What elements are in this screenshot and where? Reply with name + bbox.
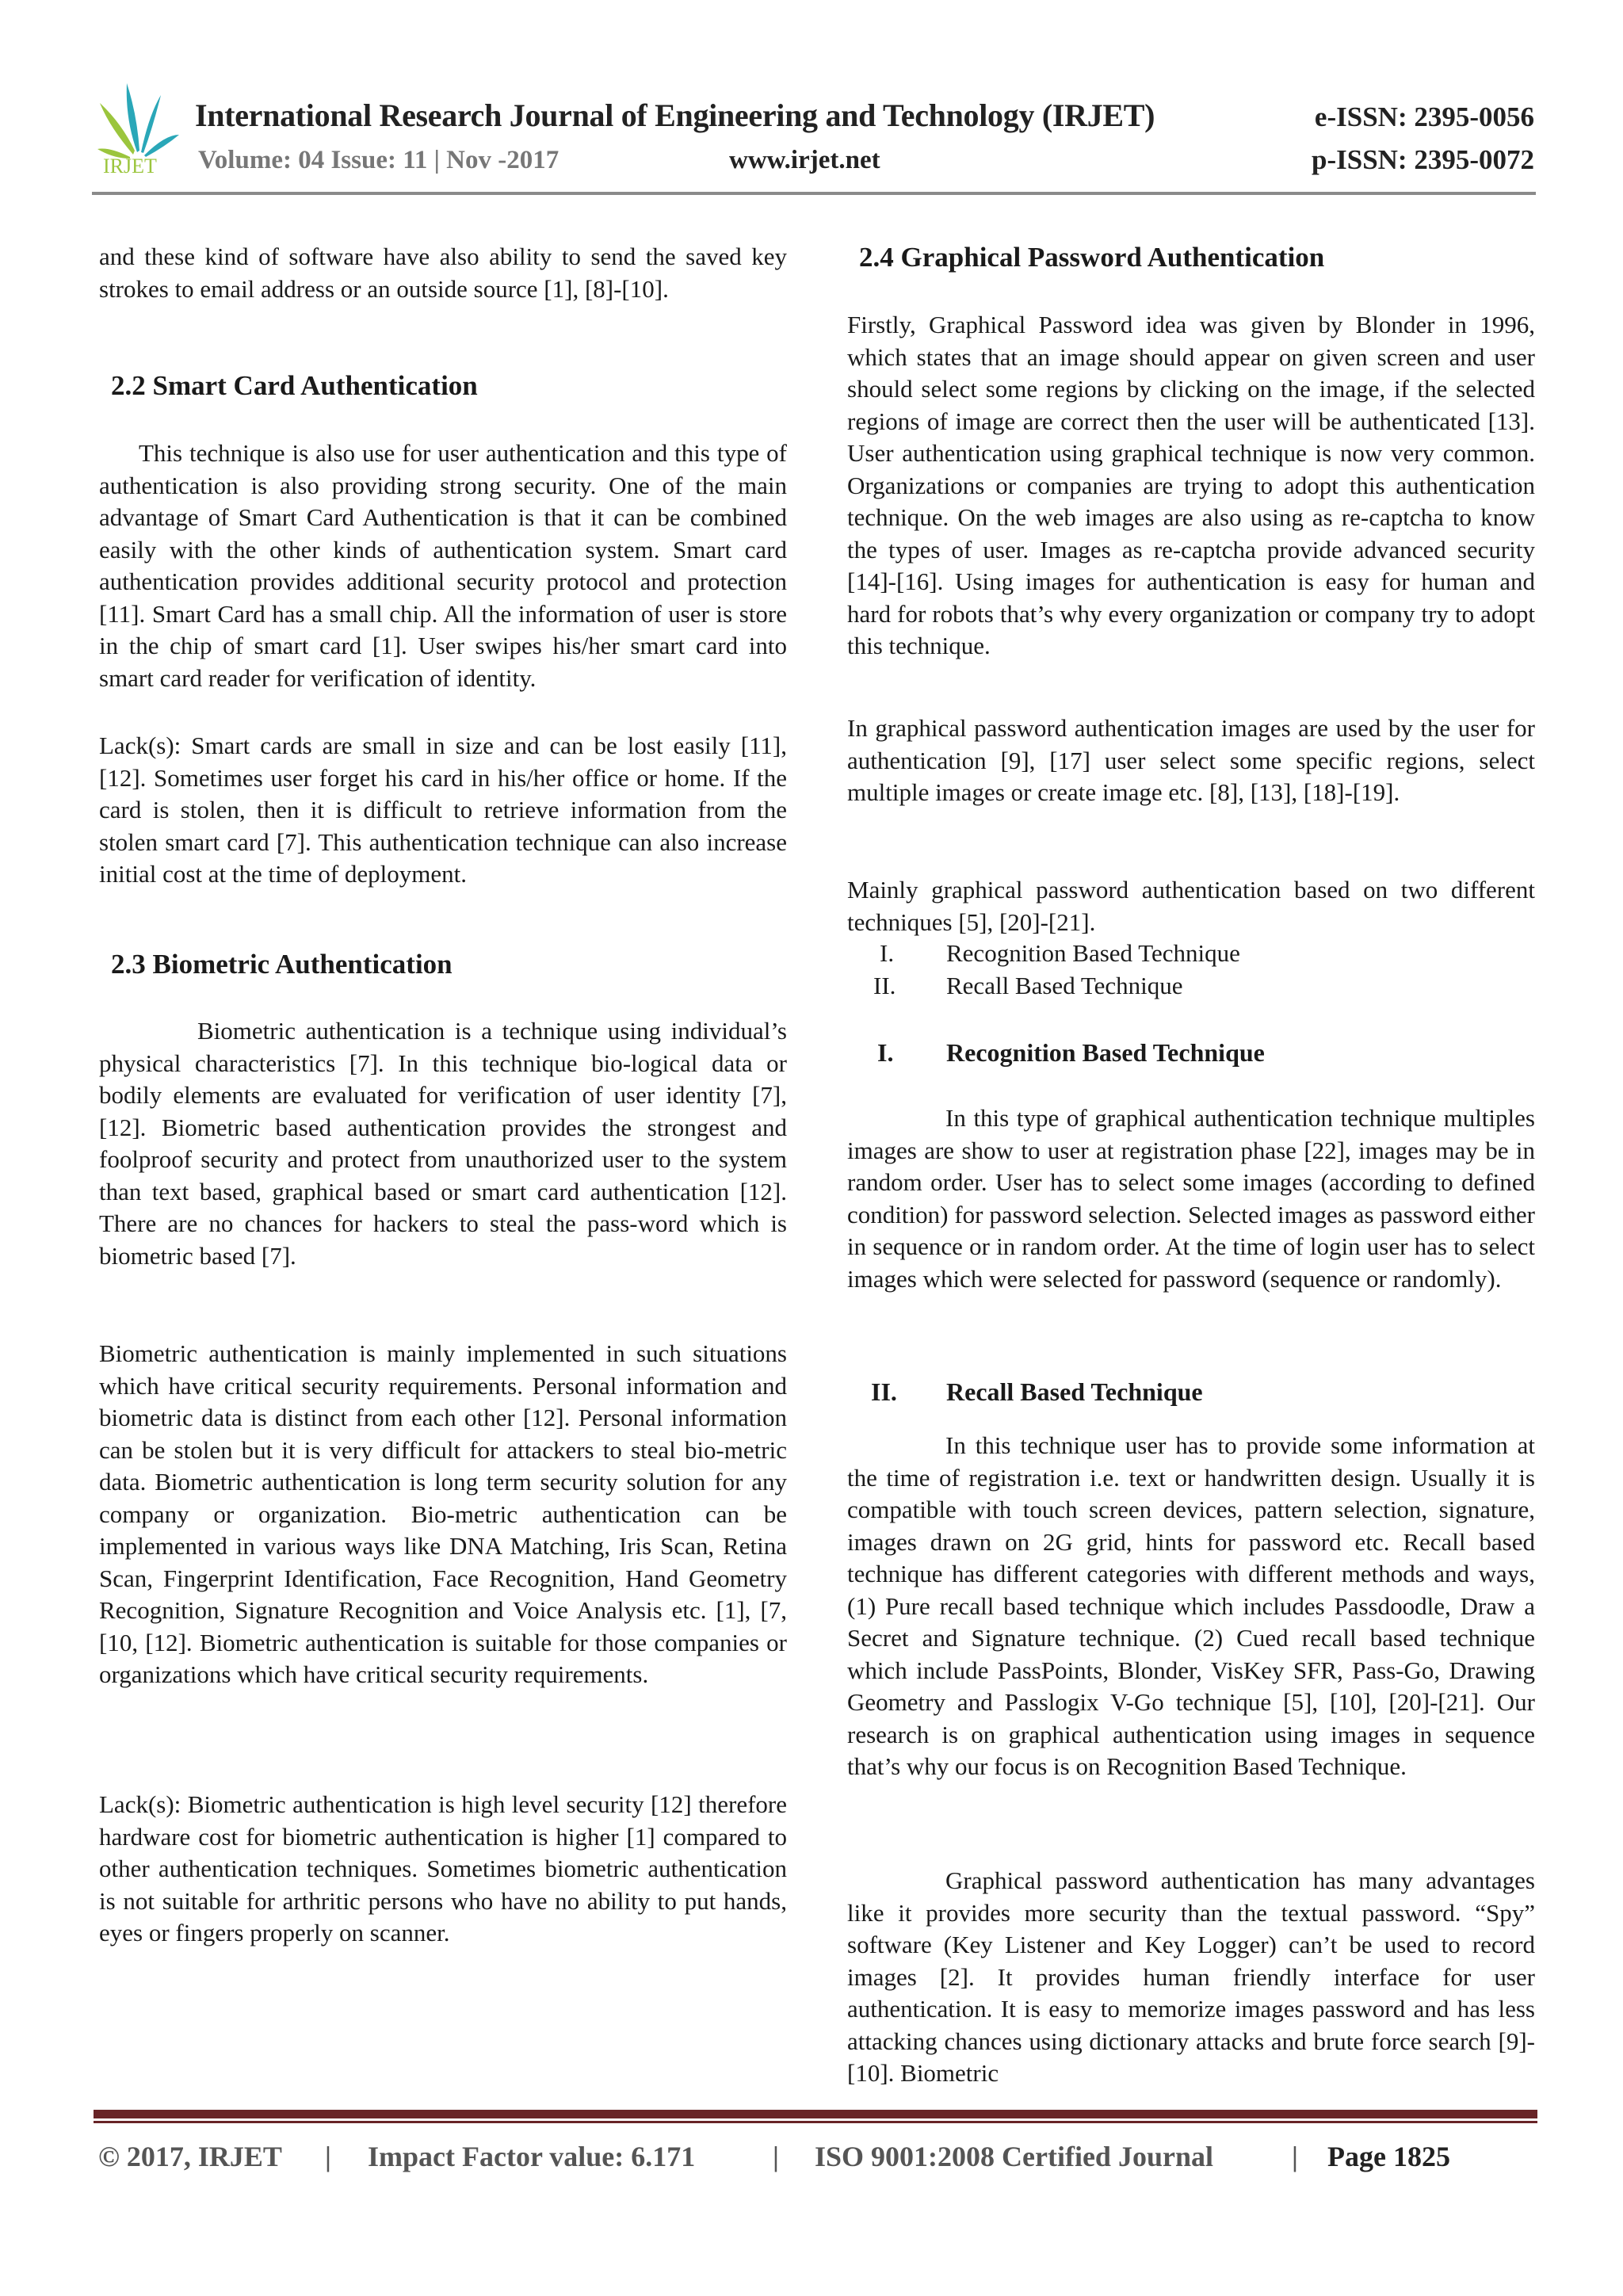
list-item: Recall Based Technique [946,972,1183,999]
footer-bar-thin [94,2121,1537,2123]
list-number: II. [873,972,896,999]
volume-issue: Volume: 04 Issue: 11 | Nov -2017 [198,146,559,174]
svg-text:IRJET: IRJET [103,155,157,174]
journal-title: International Research Journal of Engineering and Technology (IRJET) [195,97,1155,133]
paragraph: Biometric authentication is a technique using individual’s physical characteristics [7]. In this technique bio-logical data or bodily elements are evaluated for verification of user identity [7], [12]. Biometric based authentication provides the strongest and foolproof security and protect from unauthorized user to the system than text based, graphical based or smart card authentication [12]. There are no chances for hackers to steal the pass-word which is biometric based [7]. [99,1017,787,1270]
e-issn: e-ISSN: 2395-0056 [1314,101,1534,132]
subsection-number: II. [871,1377,897,1406]
subsection-heading: Recognition Based Technique [946,1038,1265,1067]
footer-separator: | [773,2141,779,2172]
paragraph: This technique is also use for user authentication and this type of authentication is also providing strong security. One of the main advantage of Smart Card Authentication is that it can be combined easily with the other kinds of authentication system. Smart card authentication provides additional security protocol and protection [11]. Smart Card has a small chip. All the information of user is store in the chip of smart card [1]. User swipes his/her smart card into smart card reader for verification of identity. [99,439,787,692]
paragraph: In graphical password authentication images are used by the user for authentication [9], [17] user select some specific regions, select multiple images or create image etc. [8], [13], [18]-[19]. [847,714,1535,806]
irjet-logo [94,79,181,174]
paragraph: In this technique user has to provide some information at the time of registration i.e. text or handwritten design. Usually it is compatible with touch screen devices, pattern selection, signature, images drawn on 2G grid, hints for password etc. Recall based technique has different categories with different methods and ways, (1) Pure recall based technique which includes Passdoodle, Draw a Secret and Signature technique. (2) Cued recall based technique which include PassPoints, Blonder, VisKey SFR, Pass-Go, Drawing Geometry and Passlogix V-Go technique [5], [10], [20]-[21]. Our research is on graphical authentication using images in sequence that’s why our focus is on Recognition Based Technique. [847,1431,1535,1780]
section-heading: 2.2 Smart Card Authentication [111,370,478,401]
section-heading: 2.3 Biometric Authentication [111,949,453,980]
footer-iso: ISO 9001:2008 Certified Journal [815,2141,1213,2172]
paragraph: Firstly, Graphical Password idea was given by Blonder in 1996, which states that an image should appear on given screen and user should select some regions by clicking on the image, if the selected regions of image are correct then the user will be authenticated [13]. User authentication using graphical technique is now very common. Organizations or companies are trying to adopt this authentication technique. On the web images are also using as re-captcha to know the types of user. Images as re-captcha provide advanced security [14]-[16]. Using images for authentication is easy for human and hard for robots that’s why every organization or company try to adopt this technique. [847,311,1535,659]
paragraph: and these kind of software have also ability to send the saved key strokes to email address or an outside source [1], [8]-[10]. [99,243,787,303]
paragraph: In this type of graphical authentication technique multiples images are show to user at registration phase [22], images may be in random order. User has to select some images (according to defined condition) for password selection. Selected images as password either in sequence or in random order. At the time of login user has to select images which were selected for password (sequence or randomly). [847,1104,1535,1293]
paragraph: Lack(s): Biometric authentication is high level security [12] therefore hardware cost for biometric authentication is higher [1] compared to other authentication techniques. Sometimes biometric authentication is not suitable for arthritic persons who have no ability to put hands, eyes or fingers properly on scanner. [99,1790,787,1946]
footer-copyright: © 2017, IRJET [98,2141,282,2172]
list-number: I. [880,939,895,967]
footer-separator: | [1292,2141,1298,2172]
p-issn: p-ISSN: 2395-0072 [1311,144,1534,175]
footer-impact-factor: Impact Factor value: 6.171 [368,2141,696,2172]
header-divider [92,192,1536,195]
paragraph: Mainly graphical password authentication based on two different techniques [5], [20]-[21]. [847,876,1535,936]
paragraph: Biometric authentication is mainly implemented in such situations which have critical security requirements. Personal information and biometric data is distinct from each other [12]. Personal information can be stolen but it is very difficult for attackers to steal bio-metric data. Biometric authentication is long term security solution for any company or organization. Bio-metric authentication can be implemented in various ways like DNA Matching, Iris Scan, Retina Scan, Fingerprint Identification, Face Recognition, Hand Geometry Recognition, Signature Recognition and Voice Analysis etc. [1], [7, [10, [12]. Biometric authentication is suitable for those companies or organizations which have critical security requirements. [99,1339,787,1688]
footer-separator: | [325,2141,331,2172]
subsection-heading: Recall Based Technique [946,1377,1203,1406]
paragraph: Lack(s): Smart cards are small in size and can be lost easily [11], [12]. Sometimes user forget his card in his/her office or home. If the card is stolen, then it is difficult to retrieve information from the stolen smart card [7]. This authentication technique can also increase initial cost at the time of deployment. [99,732,787,888]
footer-page-number: Page 1825 [1327,2141,1450,2172]
paragraph: Graphical password authentication has many advantages like it provides more security than the textual password. “Spy” software (Key Listener and Key Logger) can’t be used to record images [2]. It provides human friendly interface for user authentication. It is easy to memorize images password and has less attacking chances using dictionary attacks and brute force search [9]-[10]. Biometric [847,1866,1535,2087]
section-heading: 2.4 Graphical Password Authentication [859,242,1325,273]
subsection-number: I. [877,1038,894,1067]
list-item: Recognition Based Technique [946,939,1240,967]
journal-url[interactable]: www.irjet.net [729,146,880,174]
footer-bar [94,2110,1537,2118]
